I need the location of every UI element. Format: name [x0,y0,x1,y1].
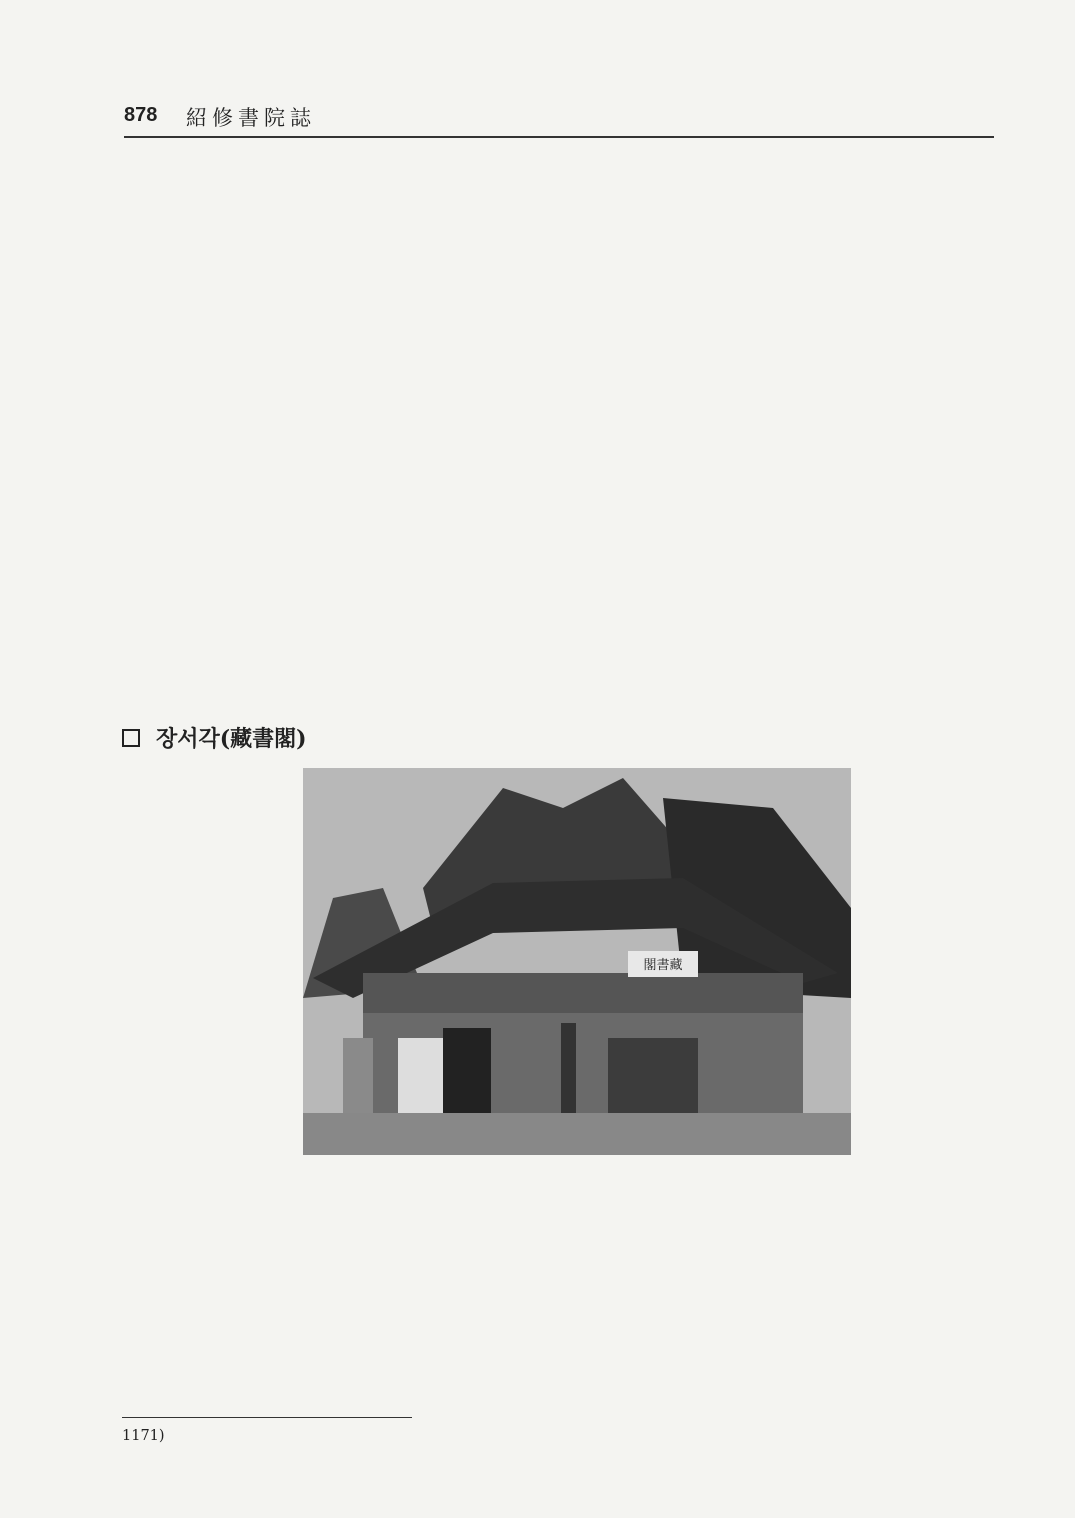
signboard-text: 閣書藏 [643,958,683,973]
section-title: 장서각(藏書閣) [156,726,307,752]
photo-janggeogak [303,768,851,1155]
footnote [122,1424,994,1449]
checkbox-square-icon [122,729,140,747]
footnote-rule [122,1417,412,1418]
page-number: 878 [124,104,158,126]
section-heading [122,722,307,753]
page-header [124,100,994,138]
footnote-number: 1171) [122,1428,165,1444]
book-title: 紹修書院誌 [186,106,316,130]
